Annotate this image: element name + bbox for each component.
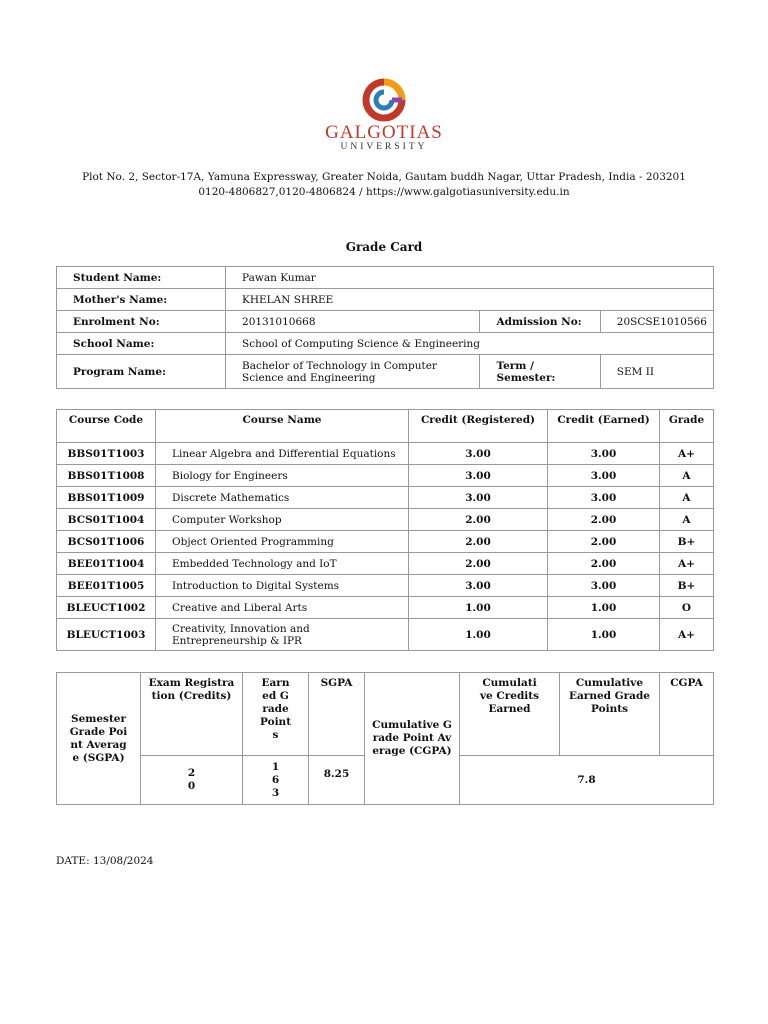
course-code: BBS01T1008 [57, 465, 156, 487]
earned-grade-points-text: 163 [271, 760, 280, 799]
credit-earned: 3.00 [548, 465, 660, 487]
credit-earned: 2.00 [548, 531, 660, 553]
page-title: Grade Card [345, 240, 423, 254]
logo-name: GALGOTIAS [325, 122, 443, 143]
table-row [57, 509, 714, 531]
header-exam-registration [141, 673, 243, 756]
header-earned-grade-points [243, 673, 309, 756]
earned-grade-points-value [243, 756, 309, 805]
header-cumulative-credits [460, 673, 560, 756]
mother-name-label: Mother's Name: [57, 289, 226, 311]
mother-name-row [57, 289, 714, 311]
course-name: Creativity, Innovation and Entrepreneurship & IPR [156, 619, 409, 651]
course-name: Discrete Mathematics [156, 487, 409, 509]
header-sgpa-text: SGPA [320, 677, 353, 689]
courses-body [57, 443, 714, 651]
course-name: Biology for Engineers [156, 465, 409, 487]
credit-registered: 2.00 [409, 553, 548, 575]
course-code: BEE01T1004 [57, 553, 156, 575]
credit-registered: 3.00 [409, 443, 548, 465]
header-cgpa-full [365, 673, 460, 805]
exam-registration-text: 20 [187, 767, 196, 792]
enrolment-value: 20131010668 [226, 311, 480, 333]
grade: A+ [660, 619, 714, 651]
grade: A [660, 465, 714, 487]
course-name: Computer Workshop [156, 509, 409, 531]
program-row [57, 355, 714, 389]
logo-subtitle: UNIVERSITY [340, 142, 428, 152]
term-label: Term / Semester: [480, 355, 600, 389]
courses-header-row [57, 410, 714, 443]
program-value: Bachelor of Technology in Computer Science and Engineering [226, 355, 480, 389]
course-name: Embedded Technology and IoT [156, 553, 409, 575]
course-name: Creative and Liberal Arts [156, 597, 409, 619]
header-cgpa-text: CGPA [670, 677, 703, 689]
school-row [57, 333, 714, 355]
admission-value: 20SCSE1010566 [600, 311, 713, 333]
header-cgpa-full-text: Cumulative Grade Point Average (CGPA) [372, 719, 452, 757]
course-name: Linear Algebra and Differential Equations [156, 443, 409, 465]
credit-registered: 1.00 [409, 619, 548, 651]
cgpa-value: 7.8 [460, 756, 714, 805]
school-label: School Name: [57, 333, 226, 355]
credit-registered: 3.00 [409, 575, 548, 597]
summary-header-row [57, 673, 714, 756]
credit-earned: 2.00 [548, 509, 660, 531]
grade: A+ [660, 443, 714, 465]
credit-registered: 3.00 [409, 487, 548, 509]
grade: B+ [660, 575, 714, 597]
course-code: BLEUCT1002 [57, 597, 156, 619]
credit-registered: 2.00 [409, 531, 548, 553]
credit-registered: 2.00 [409, 509, 548, 531]
header-cgpa [660, 673, 714, 756]
exam-registration-value [141, 756, 243, 805]
university-logo [318, 78, 450, 162]
credit-registered: 1.00 [409, 597, 548, 619]
school-value: School of Computing Science & Engineering [226, 333, 714, 355]
header-cumulative-credits-text: Cumulative Credits Earned [479, 677, 540, 715]
admission-label: Admission No: [480, 311, 600, 333]
student-name-label: Student Name: [57, 267, 226, 289]
term-value: SEM II [600, 355, 713, 389]
header-cumulative-points [560, 673, 660, 756]
table-row [57, 597, 714, 619]
table-row [57, 531, 714, 553]
grade-summary-table [56, 672, 714, 805]
credit-earned: 2.00 [548, 553, 660, 575]
header-sgpa [309, 673, 365, 756]
courses-table [56, 409, 714, 651]
university-address: Plot No. 2, Sector-17A, Yamuna Expressway, Greater Noida, Gautam buddh Nagar, Uttar Pradesh, India - 203201 0120-4806827,0120-4806824 / https://www.galgotiasuniversity.edu.in [82, 171, 686, 198]
course-code: BCS01T1004 [57, 509, 156, 531]
table-row [57, 443, 714, 465]
header-exam-registration-text: Exam Registration (Credits) [148, 677, 235, 702]
student-name-row [57, 267, 714, 289]
table-row [57, 465, 714, 487]
credit-earned: 3.00 [548, 443, 660, 465]
credit-earned: 1.00 [548, 619, 660, 651]
course-name: Object Oriented Programming [156, 531, 409, 553]
header-credit-earned: Credit (Earned) [548, 410, 660, 443]
header-sgpa-full [57, 673, 141, 805]
enrolment-label: Enrolment No: [57, 311, 226, 333]
grade: B+ [660, 531, 714, 553]
header-sgpa-full-text: Semester Grade Point Average (SGPA) [69, 712, 128, 764]
mother-name-value: KHELAN SHREE [226, 289, 714, 311]
header-grade: Grade [660, 410, 714, 443]
table-row [57, 575, 714, 597]
table-row [57, 619, 714, 651]
course-code: BEE01T1005 [57, 575, 156, 597]
student-name-value: Pawan Kumar [226, 267, 714, 289]
course-code: BBS01T1009 [57, 487, 156, 509]
grade: A [660, 487, 714, 509]
course-code: BBS01T1003 [57, 443, 156, 465]
course-name: Introduction to Digital Systems [156, 575, 409, 597]
table-row [57, 553, 714, 575]
logo-emblem-icon [362, 78, 406, 122]
grade: A [660, 509, 714, 531]
credit-earned: 3.00 [548, 575, 660, 597]
sgpa-value: 8.25 [309, 756, 365, 805]
header-course-name: Course Name [156, 410, 409, 443]
credit-earned: 3.00 [548, 487, 660, 509]
grade: A+ [660, 553, 714, 575]
credit-registered: 3.00 [409, 465, 548, 487]
header-course-code: Course Code [57, 410, 156, 443]
program-label: Program Name: [57, 355, 226, 389]
header-credit-registered: Credit (Registered) [409, 410, 548, 443]
grade: O [660, 597, 714, 619]
credit-earned: 1.00 [548, 597, 660, 619]
table-row [57, 487, 714, 509]
student-info-table [56, 266, 714, 389]
issue-date: DATE: 13/08/2024 [56, 855, 154, 867]
header-earned-grade-points-text: Earned Grade Points [259, 677, 292, 741]
course-code: BLEUCT1003 [57, 619, 156, 651]
course-code: BCS01T1006 [57, 531, 156, 553]
header-cumulative-points-text: Cumulative Earned Grade Points [569, 677, 650, 715]
enrolment-row [57, 311, 714, 333]
